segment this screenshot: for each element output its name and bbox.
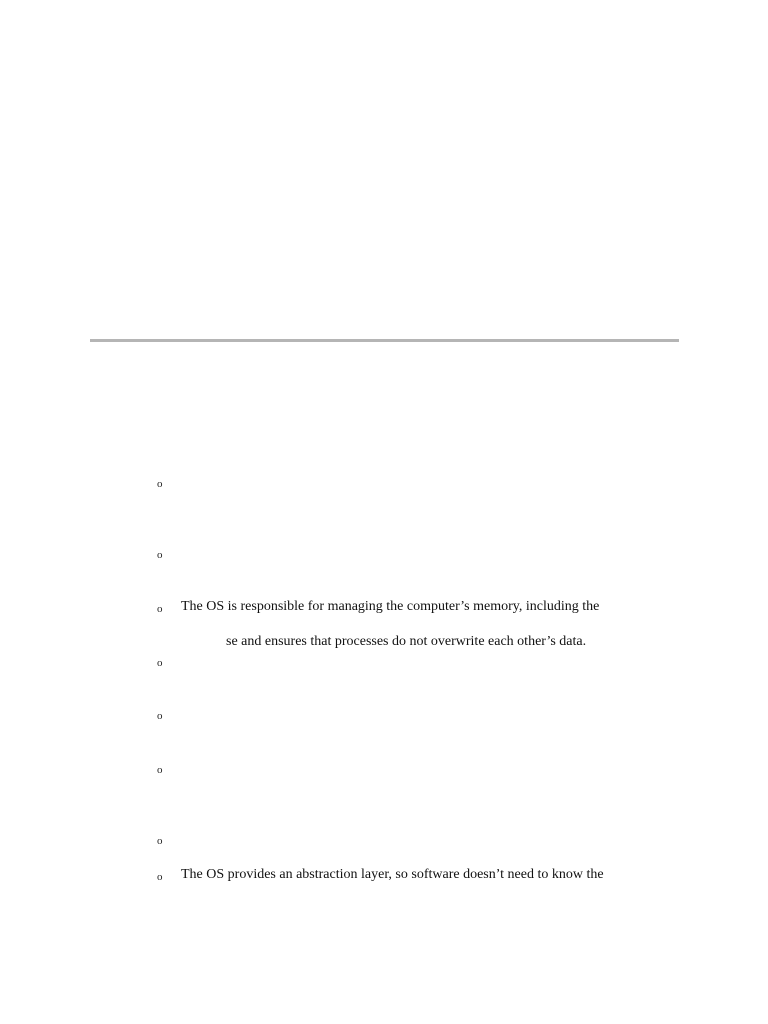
list-item-text: The OS provides an abstraction layer, so software doesn’t need to know the (181, 867, 604, 882)
list-bullet: o (157, 657, 163, 669)
list-bullet: o (157, 764, 163, 776)
list-bullet: o (157, 603, 163, 615)
list-item-text: The OS is responsible for managing the computer’s memory, including the (181, 599, 600, 614)
list-bullet: o (157, 871, 163, 883)
list-item-continuation: se and ensures that processes do not overwrite each other’s data. (226, 634, 587, 649)
list-bullet: o (157, 710, 163, 722)
list-bullet: o (157, 478, 163, 490)
horizontal-rule (90, 339, 679, 342)
list-bullet: o (157, 549, 163, 561)
list-bullet: o (157, 835, 163, 847)
